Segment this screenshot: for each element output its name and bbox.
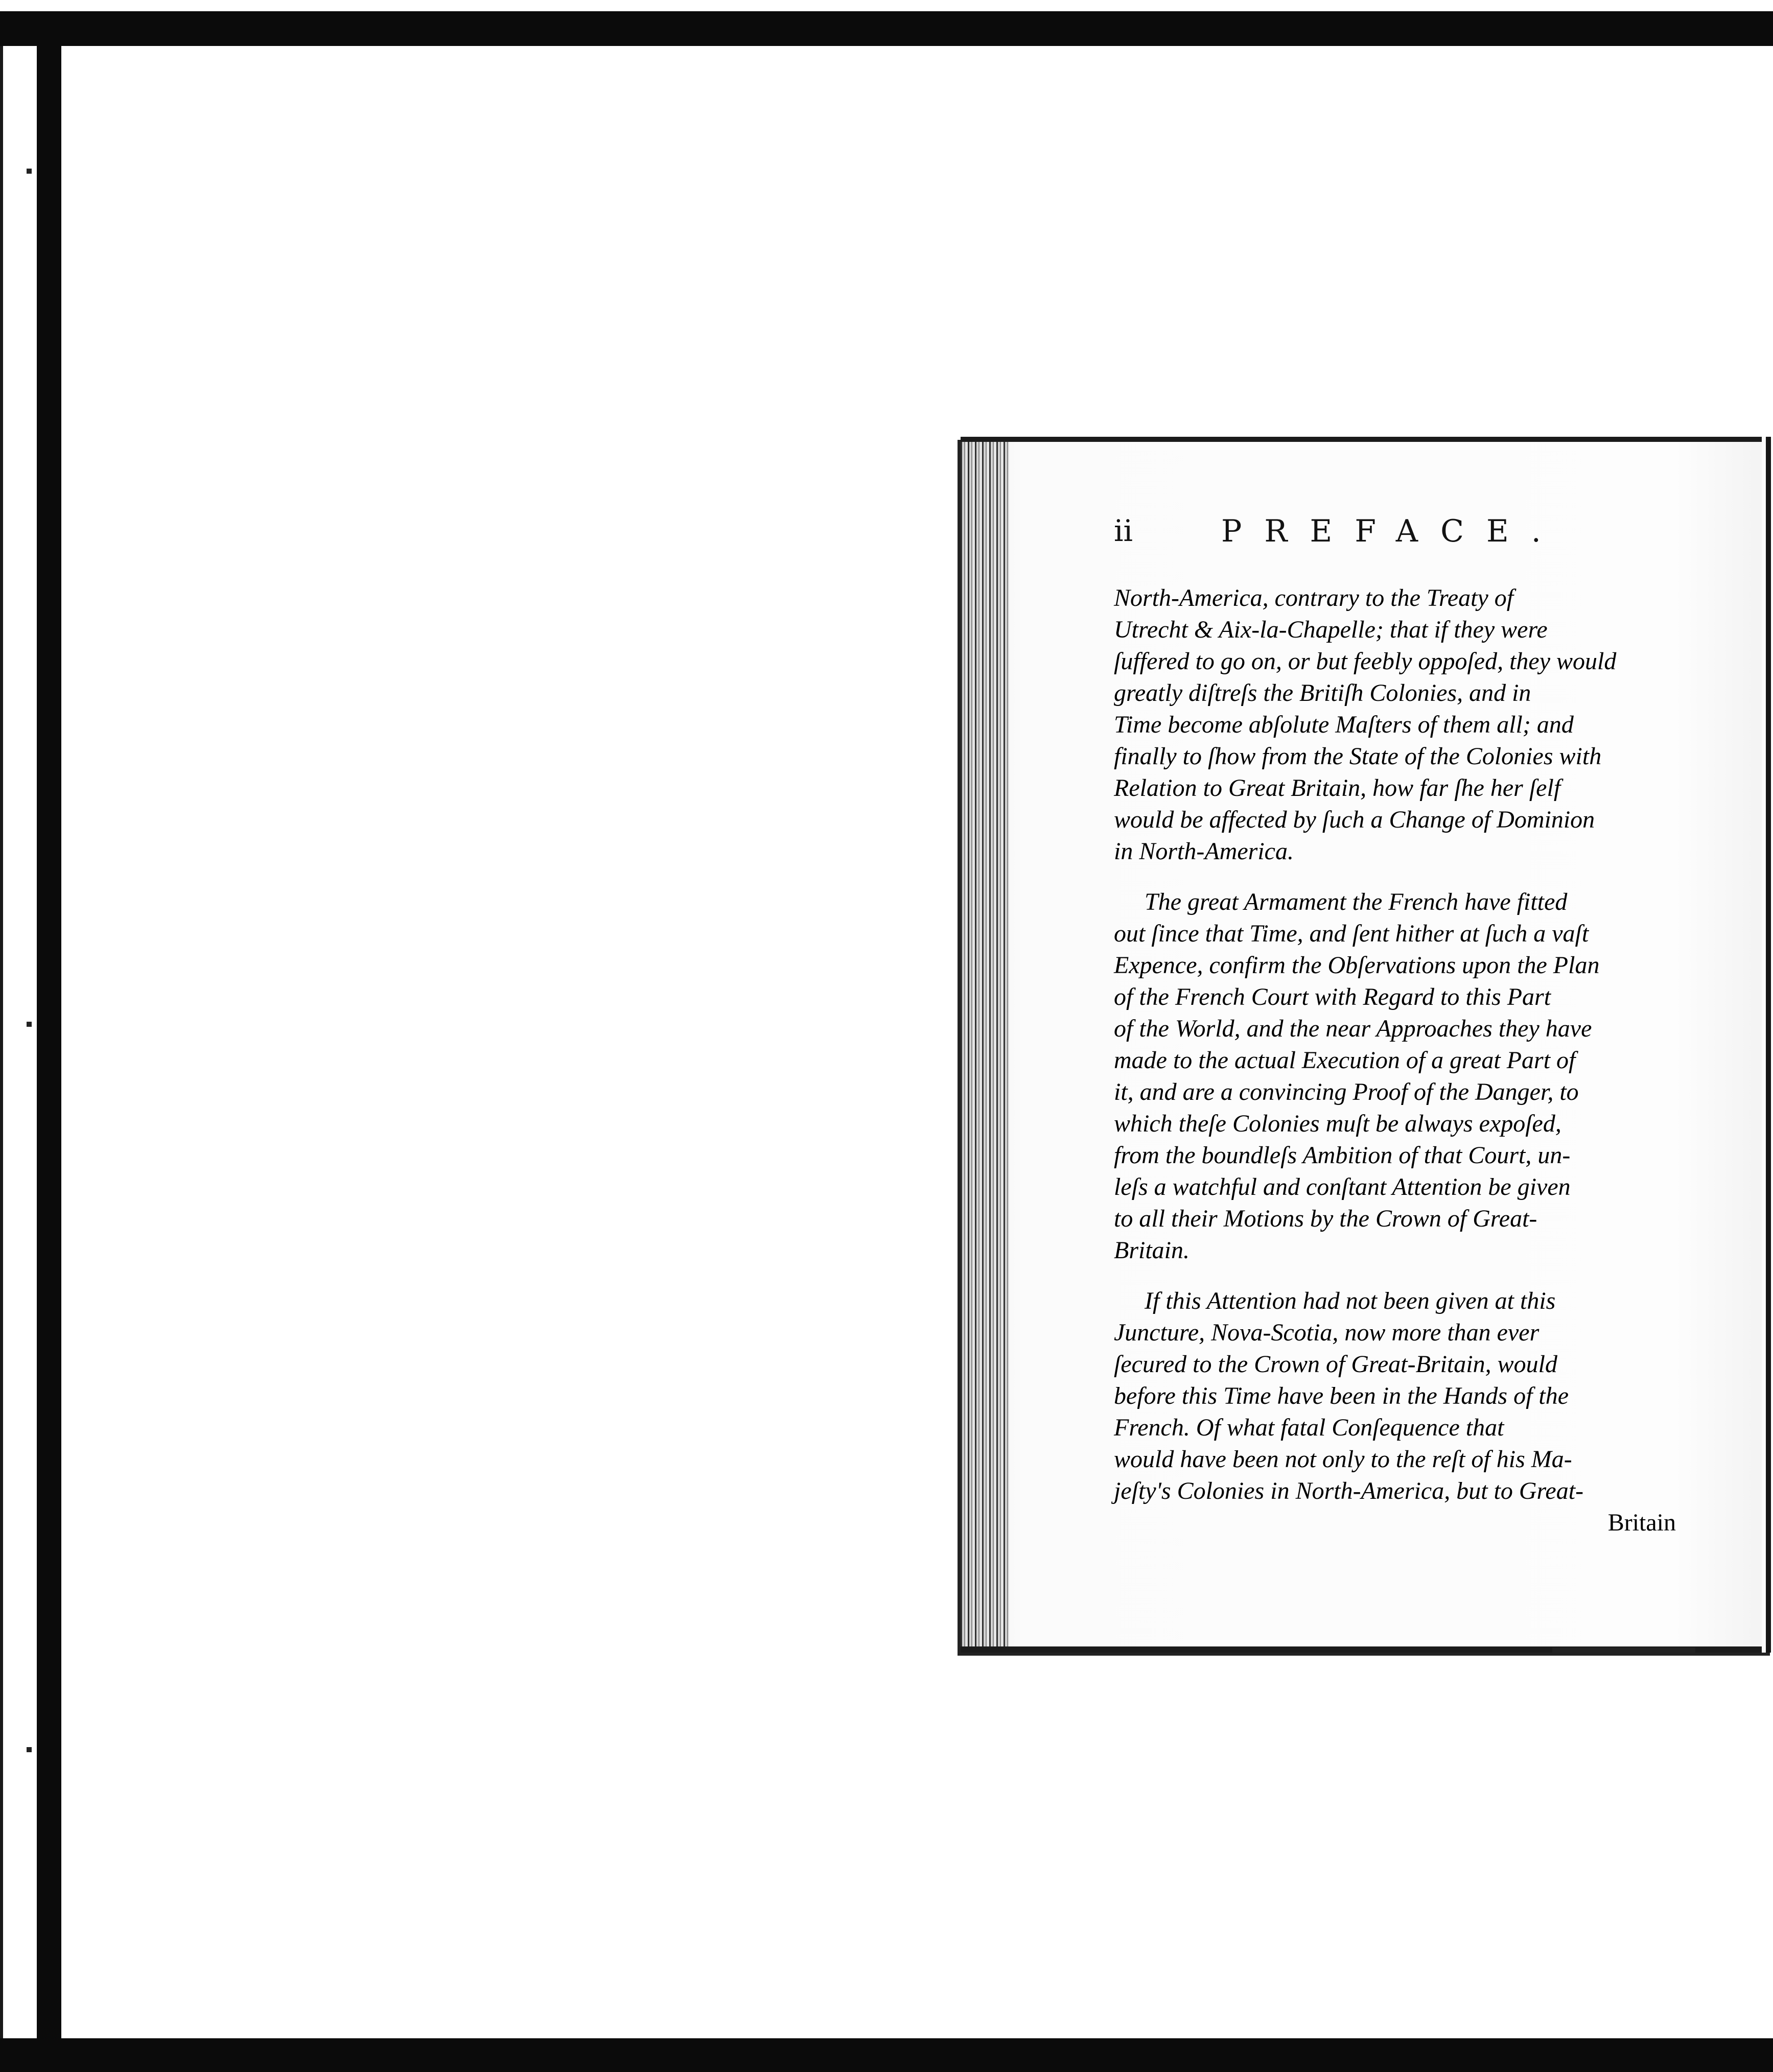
scan-edge-left [0,46,3,2038]
text-line: which theſe Colonies muſt be always expoſed, [1114,1110,1561,1137]
text-line: If this Attention had not been given at this [1145,1287,1556,1314]
scan-mark [27,169,32,174]
text-line: Expence, confirm the Obſervations upon the Plan [1114,952,1600,979]
text-line: leſs a watchful and conſtant Attention be given [1114,1173,1571,1200]
page-number: ii [1114,513,1133,548]
text-line: of the French Court with Regard to this Part [1114,983,1551,1010]
text-line: The great Armament the French have fitted [1145,888,1568,915]
text-line: Time become abſolute Maſters of them all; and [1114,711,1574,738]
scan-border-left [37,46,61,2038]
body-text [1114,582,1676,1553]
text-line: of the World, and the near Approaches they have [1114,1015,1592,1042]
text-line: North-America, contrary to the Treaty of [1114,584,1514,611]
text-line: greatly diſtreſs the Britiſh Colonies, and in [1114,679,1531,707]
text-line: ſuffered to go on, or but feebly oppoſed, they would [1114,648,1617,675]
text-line: would be affected by ſuch a Change of Dominion [1114,806,1595,833]
page-edge-top [961,437,1773,442]
text-line: to all their Motions by the Crown of Great- [1114,1205,1537,1232]
scan-mark [27,1022,32,1027]
page-spine-edge [961,437,1009,1653]
text-line: Britain. [1114,1237,1190,1264]
text-line: would have been not only to the reſt of his Ma- [1114,1446,1572,1473]
text-line: it, and are a convincing Proof of the Danger, to [1114,1078,1579,1105]
text-line: French. Of what fatal Conſequence that [1114,1414,1504,1441]
text-line: Utrecht & Aix-la-Chapelle; that if they were [1114,616,1548,643]
text-line: jeſty's Colonies in North-America, but to Great- [1114,1477,1584,1504]
page-edge-tab [1552,1647,1695,1653]
text-line: made to the actual Execution of a great Part of [1114,1047,1576,1074]
text-line: from the boundleſs Ambition of that Court, un- [1114,1142,1571,1169]
scan-mark [27,1747,32,1752]
text-line: Relation to Great Britain, how far ſhe her ſelf [1114,774,1561,802]
page-header [1114,513,1671,559]
text-line: finally to ſhow from the State of the Colonies with [1114,743,1602,770]
page-edge-right [1762,437,1773,1653]
text-line: ſecured to the Crown of Great-Britain, would [1114,1351,1557,1378]
text-line: in North-America. [1114,838,1294,865]
scan-border-bottom [0,2038,1773,2072]
text-line: before this Time have been in the Hands of the [1114,1382,1569,1409]
text-line: out ſince that Time, and ſent hither at ſuch a vaſt [1114,920,1589,947]
scan-border-top [0,11,1773,46]
running-title: PREFACE. [1221,513,1564,549]
text-line: Juncture, Nova-Scotia, now more than ever [1114,1319,1539,1346]
catchword: Britain [1607,1509,1676,1536]
